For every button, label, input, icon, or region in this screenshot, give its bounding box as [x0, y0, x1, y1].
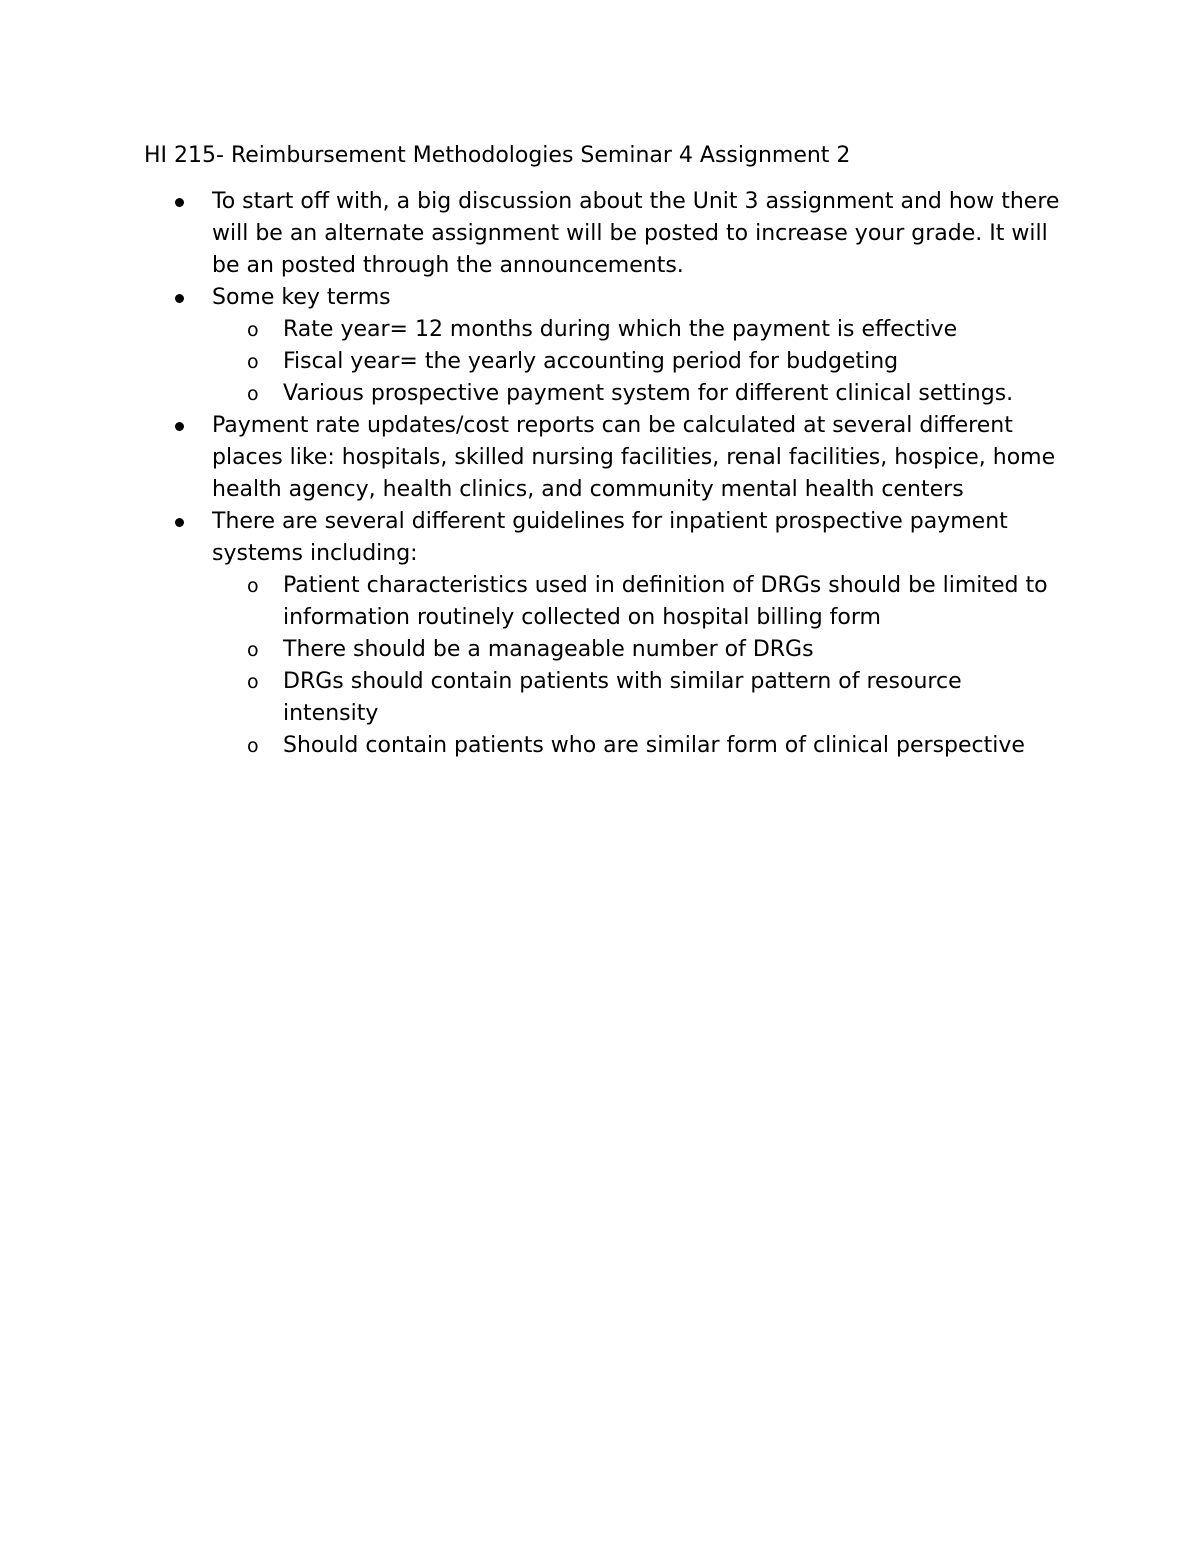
sub-list-item	[0, 666, 1063, 730]
sub-list-item	[0, 634, 1063, 666]
sub-bullet-icon: o	[247, 671, 259, 693]
sub-list-item-text: Rate year= 12 months during which the payment is effective	[283, 317, 958, 342]
list-item-text: There are several different guidelines for inpatient prospective payment systems including:	[212, 509, 1008, 566]
sub-bullet-icon: o	[247, 383, 259, 405]
list-item-text: To start off with, a big discussion about the Unit 3 assignment and how there will be an alternate assignment will be posted to increase your grade. It will be an posted through the announcements.	[212, 189, 1060, 278]
sub-bullet-icon: o	[247, 351, 259, 373]
bullet-icon	[175, 518, 184, 527]
sub-list-item	[0, 570, 1063, 634]
list-item	[0, 410, 1062, 506]
sub-list-item	[0, 730, 1063, 762]
bullet-icon	[175, 294, 184, 303]
sub-bullet-icon: o	[247, 319, 259, 341]
sub-list-item-text: Should contain patients who are similar form of clinical perspective	[283, 733, 1025, 758]
bullet-icon	[175, 198, 184, 207]
list-item	[0, 282, 1062, 314]
sub-list-item-text: Fiscal year= the yearly accounting period for budgeting	[283, 349, 899, 374]
sub-list-item	[0, 346, 1063, 378]
sub-bullet-icon: o	[247, 639, 259, 661]
sub-list-item	[0, 314, 1063, 346]
bullet-icon	[175, 422, 184, 431]
bullet-list	[0, 186, 1200, 762]
sub-list-item-text: Patient characteristics used in definition of DRGs should be limited to information routinely collected on hospital billing form	[283, 573, 1048, 630]
sub-bullet-icon: o	[247, 735, 259, 757]
sub-list-item-text: DRGs should contain patients with similar pattern of resource intensity	[283, 669, 962, 726]
list-item	[0, 186, 1062, 282]
sub-list-item-text: Various prospective payment system for different clinical settings.	[283, 381, 1014, 406]
list-item-text: Some key terms	[212, 285, 391, 310]
list-item	[0, 506, 1062, 570]
document-title: HI 215- Reimbursement Methodologies Seminar 4 Assignment 2	[144, 143, 851, 168]
sub-bullet-icon: o	[247, 575, 259, 597]
sub-list-item-text: There should be a manageable number of DRGs	[283, 637, 814, 662]
list-item-text: Payment rate updates/cost reports can be calculated at several different places like: hospitals, skilled nursing facilities, renal facilities, hospice, home health agency, health clinics, and community mental health centers	[212, 413, 1056, 502]
sub-list-item	[0, 378, 1063, 410]
